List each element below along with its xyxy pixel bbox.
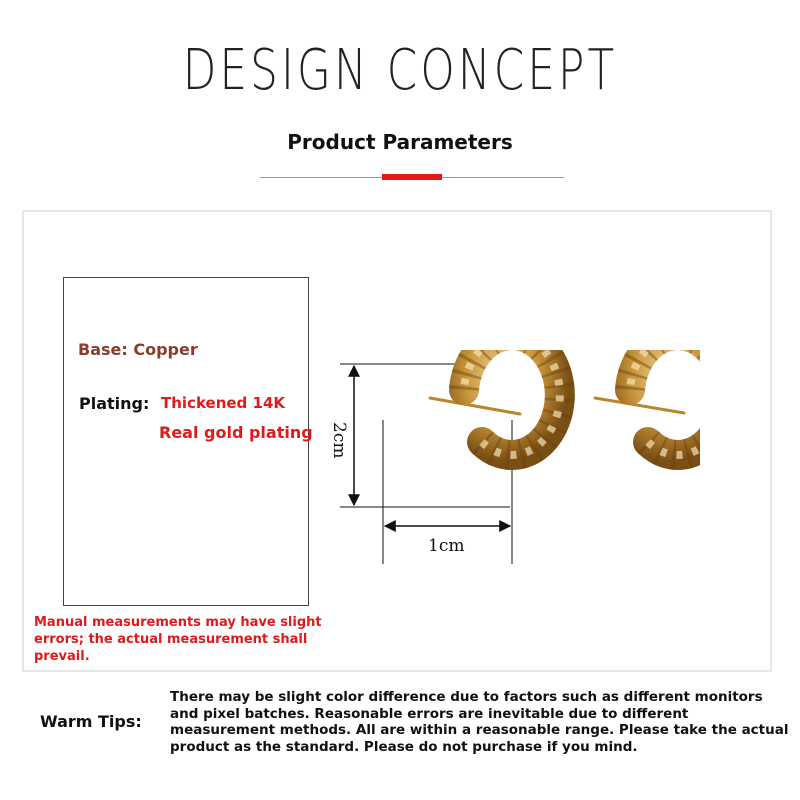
earring-left-icon bbox=[430, 350, 560, 455]
earring-right-icon bbox=[595, 350, 700, 455]
base-material: Base: Copper bbox=[78, 340, 198, 359]
plating-value-line1: Thickened 14K bbox=[161, 394, 285, 412]
earring-dimension-diagram bbox=[320, 350, 700, 580]
plating-value-line2: Real gold plating bbox=[159, 423, 313, 442]
height-label: 2cm bbox=[329, 422, 349, 459]
divider-accent bbox=[382, 174, 442, 180]
warm-tips-text: There may be slight color difference due to factors such as different monitors and pixel batches. Reasonable errors are inevitable due to different measurement methods. All are within a reasonable range. Please take the actual product as the standard. Please do not purchase if you mind. bbox=[170, 689, 789, 755]
width-label: 1cm bbox=[428, 536, 465, 556]
design-concept-title: DESIGN CONCEPT bbox=[182, 38, 618, 103]
measurement-note: Manual measurements may have slight errors; the actual measurement shall prevail. bbox=[34, 615, 322, 664]
plating-label: Plating: bbox=[79, 394, 150, 413]
warm-tips-label: Warm Tips: bbox=[40, 712, 142, 731]
product-parameters-heading: Product Parameters bbox=[287, 130, 513, 154]
